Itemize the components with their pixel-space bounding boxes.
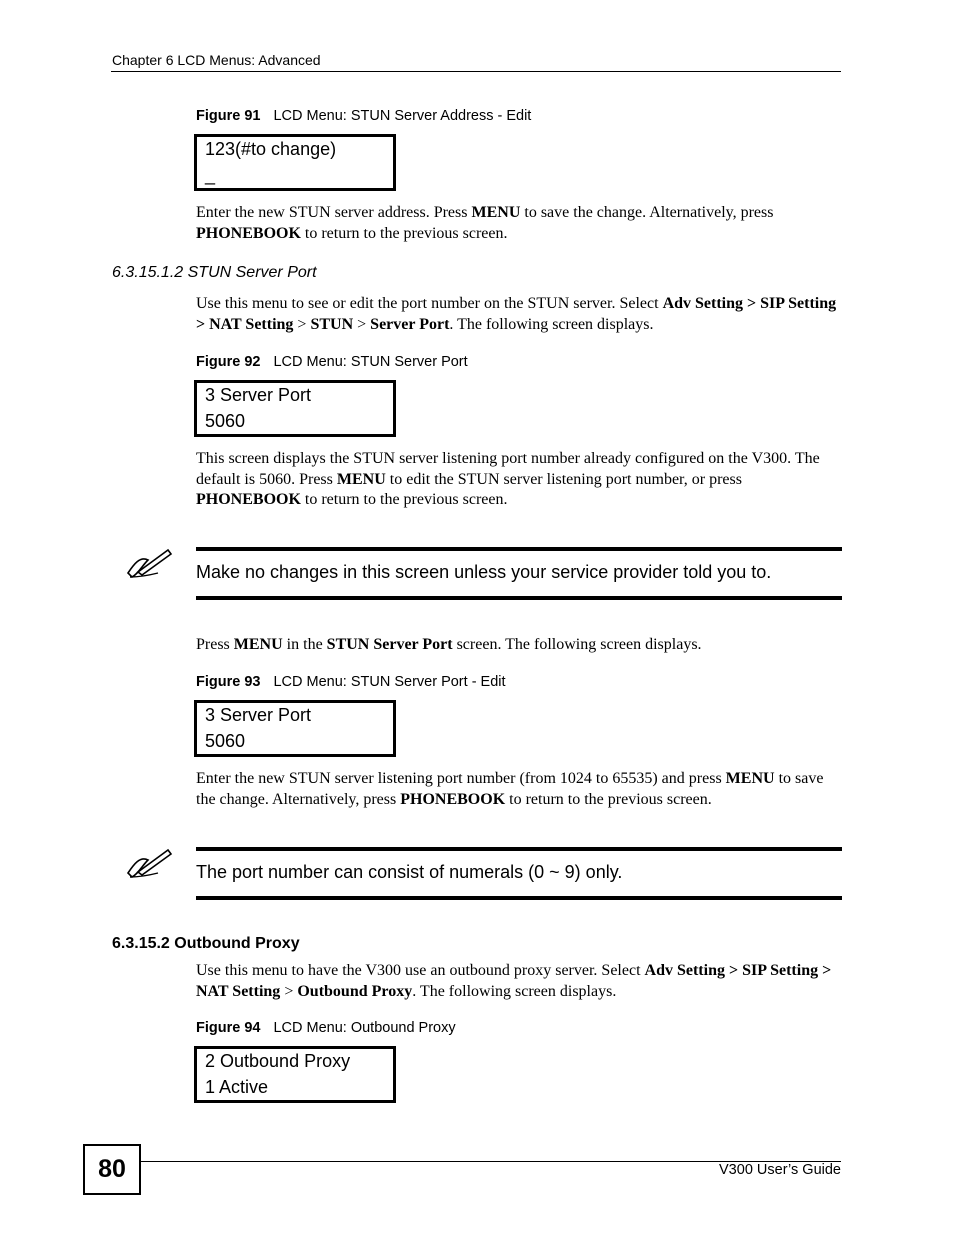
section-heading-stun-server-port: 6.3.15.1.2 STUN Server Port bbox=[112, 264, 317, 281]
note-bottom-rule bbox=[196, 896, 842, 900]
pencil-note-icon bbox=[124, 846, 174, 886]
note-top-rule bbox=[196, 547, 842, 551]
figure-number: Figure 91 bbox=[196, 108, 261, 124]
figure-number: Figure 92 bbox=[196, 354, 261, 370]
figure-91-caption bbox=[196, 108, 531, 124]
figure-title: LCD Menu: STUN Server Port - Edit bbox=[273, 674, 506, 690]
lcd-line-2: 5060 bbox=[205, 731, 246, 751]
lcd-line-1: 3 Server Port bbox=[205, 705, 312, 725]
lcd-line-2: 5060 bbox=[205, 411, 246, 431]
lcd-line-1: 123(#to change) bbox=[205, 139, 337, 159]
lcd-line-1: 2 Outbound Proxy bbox=[205, 1051, 351, 1071]
note-bottom-rule bbox=[196, 596, 842, 600]
lcd-screen-fig91 bbox=[194, 134, 396, 191]
figure-94-caption bbox=[196, 1020, 456, 1036]
note-text: Make no changes in this screen unless your service provider told you to. bbox=[196, 562, 772, 582]
section-heading-outbound-proxy: 6.3.15.2 Outbound Proxy bbox=[112, 935, 300, 952]
chapter-header: Chapter 6 LCD Menus: Advanced bbox=[112, 52, 321, 68]
figure-92-caption bbox=[196, 354, 468, 370]
paragraph: Enter the new STUN server address. Press MENU to save the change. Alternatively, press PHONEBOOK to return to the previous screen. bbox=[196, 204, 774, 242]
lcd-line-2: 1 Active bbox=[205, 1077, 269, 1097]
page-number: 80 bbox=[83, 1144, 141, 1195]
figure-title: LCD Menu: STUN Server Port bbox=[273, 354, 468, 370]
lcd-screen-fig93 bbox=[194, 700, 396, 757]
header-rule bbox=[111, 71, 841, 72]
pencil-note-icon bbox=[124, 546, 174, 586]
paragraph: Enter the new STUN server listening port number (from 1024 to 65535) and press MENU to save the change. Alternatively, press PHONEBOOK to return to the previous screen. bbox=[196, 770, 824, 808]
note-text: The port number can consist of numerals (0 ~ 9) only. bbox=[196, 862, 623, 882]
figure-title: LCD Menu: Outbound Proxy bbox=[273, 1020, 456, 1036]
paragraph: Use this menu to have the V300 use an outbound proxy server. Select Adv Setting > SIP Setting > NAT Setting > Outbound Proxy. The following screen displays. bbox=[196, 962, 832, 1000]
figure-93-caption bbox=[196, 674, 506, 690]
lcd-screen-fig94 bbox=[194, 1046, 396, 1103]
paragraph: Use this menu to see or edit the port number on the STUN server. Select Adv Setting > SIP Setting > NAT Setting > STUN > Server Port. The following screen displays. bbox=[196, 295, 837, 333]
lcd-line-2: _ bbox=[205, 165, 216, 185]
lcd-screen-fig92 bbox=[194, 380, 396, 437]
note-top-rule bbox=[196, 847, 842, 851]
lcd-line-1: 3 Server Port bbox=[205, 385, 312, 405]
figure-number: Figure 93 bbox=[196, 674, 261, 690]
paragraph: Press MENU in the STUN Server Port screen. The following screen displays. bbox=[196, 636, 702, 653]
guide-title: V300 User’s Guide bbox=[719, 1162, 841, 1178]
figure-number: Figure 94 bbox=[196, 1020, 261, 1036]
paragraph: This screen displays the STUN server listening port number already configured on the V300. The default is 5060. Press MENU to edit the STUN server listening port number, or press PHONEBOOK to return to the previous screen. bbox=[196, 450, 820, 508]
figure-title: LCD Menu: STUN Server Address - Edit bbox=[273, 108, 532, 124]
